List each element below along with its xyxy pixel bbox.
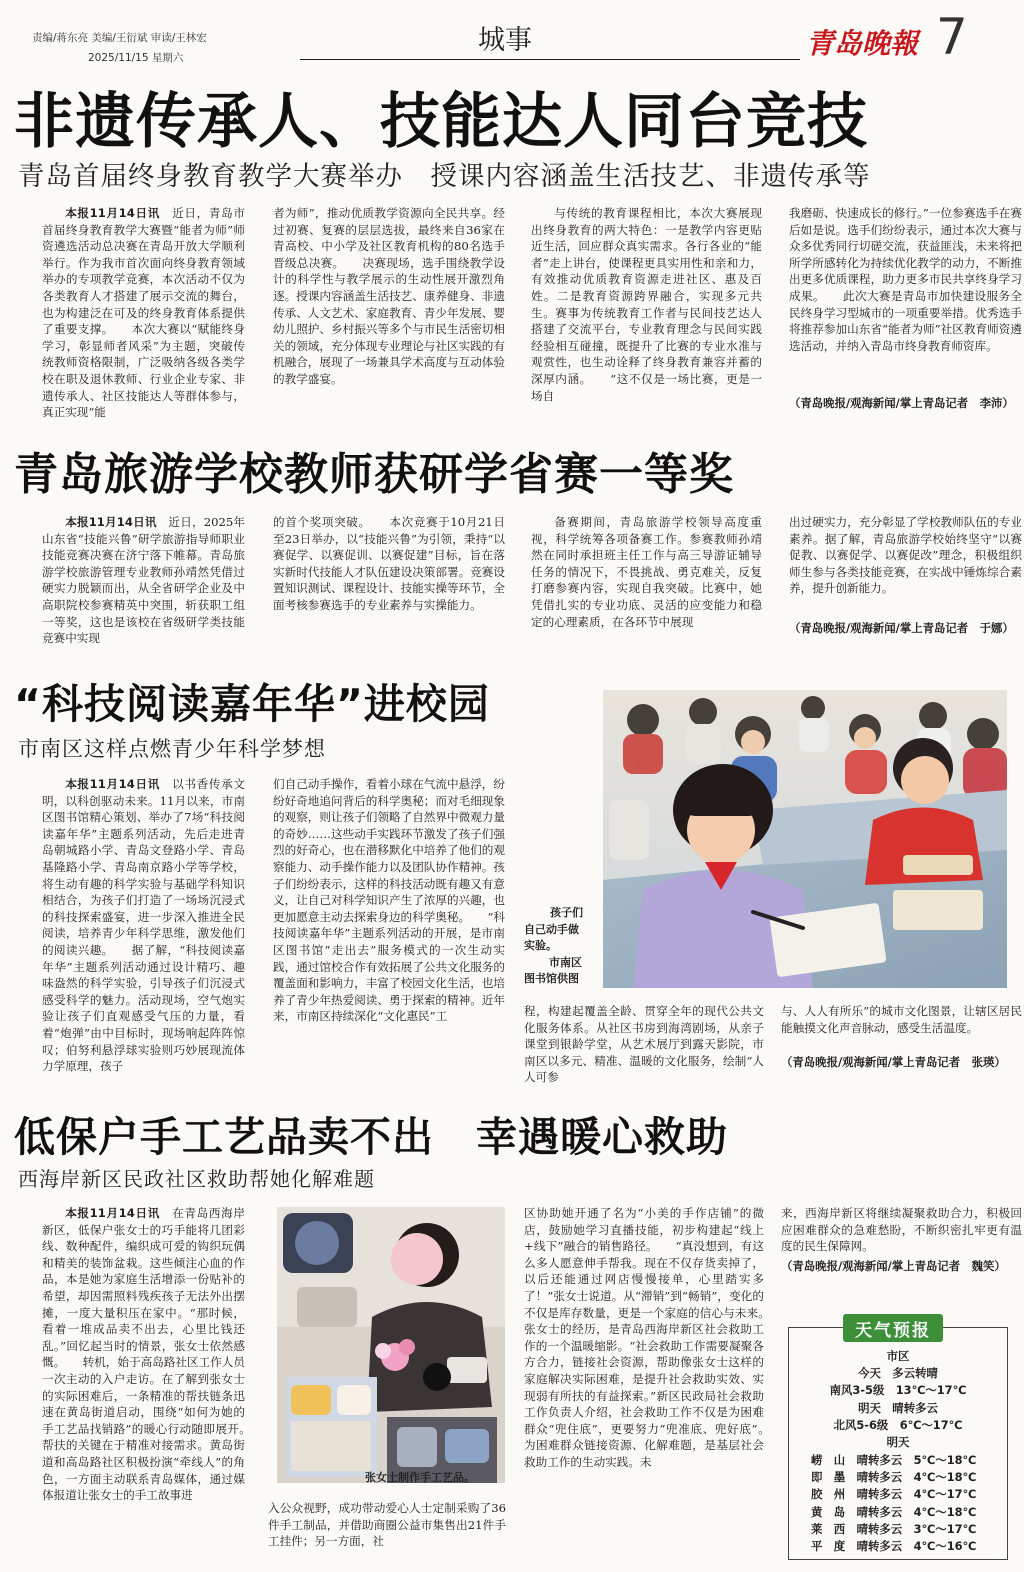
weather-row: 平 度 晴转多云 4℃～16℃ <box>811 1539 977 1554</box>
article3-headline: “科技阅读嘉年华”进校园 <box>14 680 490 728</box>
article3-subheadline: 市南区这样点燃青少年科学梦想 <box>18 737 326 761</box>
weather-row: 黄 岛 晴转多云 4℃～18℃ <box>811 1504 977 1519</box>
article3-column-3: 程，构建起覆盖全龄、贯穿全年的现代公共文化服务体系。从社区书房到海湾剧场，从亲子课堂到银龄学堂，从艺术展厅到露天影院，市南区以多元、精准、温暖的文化服务，绘制“人人可参 <box>524 1004 764 1085</box>
weather-forecast-box <box>788 1321 1008 1560</box>
weather-title: 天气预报 <box>855 1321 931 1341</box>
weather-tomorrow-wind: 北风5-6级 6℃～17℃ <box>833 1417 963 1432</box>
weather-row: 莱 西 晴转多云 3℃～17℃ <box>811 1521 977 1536</box>
classroom-photo-image <box>603 690 1007 988</box>
paper-logo: 青岛晚報 <box>806 27 919 60</box>
weather-today: 今天 多云转晴 <box>858 1366 938 1381</box>
section-title: 城事 <box>478 25 532 56</box>
article3-byline: （青岛晚报/观海新闻/掌上青岛记者 张瑛） <box>781 1055 1006 1069</box>
article1-subheadline: 青岛首届终身教育教学大赛举办 授课内容涵盖生活技艺、非遗传承等 <box>18 161 871 192</box>
handicraft-photo-caption: 张女士制作手工艺品。 <box>365 1471 475 1484</box>
article4-headline: 低保户手工艺品卖不出 幸遇暖心救助 <box>14 1113 728 1161</box>
weather-row: 即 墨 晴转多云 4℃～18℃ <box>811 1470 977 1485</box>
weather-row: 胶 州 晴转多云 4℃～17℃ <box>811 1487 977 1502</box>
article4-column-1: 本报11月14日讯 在青岛西海岸新区，低保户张女士的巧手能将几团彩线、数种配件，编织成可爱的钩织玩偶和精美的装饰盆栽。这些倾注心血的作品，本是她为家庭生活增添一份贴补的希望，却因需照料残疾孩子无法外出摆摊，一度大量积压在家中。“那时候，看着一堆成品卖不出去，心里比钱还乱。”回忆起当时的情景，张女士依然感慨。 转机，始于高岛路社区工作人员一次主动的入户走访。在了解到张女士的实际困难后，一条精准的帮扶链条迅速在黄岛街道启动，围绕“如何为她的手工艺品找销路”的暖心行动随即展开。 帮扶的关键在于精准对接需求。黄岛街道和高岛路社区积极扮演“牵线人”的角色，一方面主动联系青岛媒体，通过媒体报道让张女士的手工故事进 <box>42 1206 269 1503</box>
handicraft-photo-image <box>277 1207 505 1483</box>
issue-date: 2025/11/15 星期六 <box>88 52 184 64</box>
weather-tomorrow-label: 明天 <box>886 1435 910 1450</box>
article1-column-1: 本报11月14日讯 近日，青岛市首届终身教育教学大赛暨“能者为师”师资遴选活动总决赛在青岛开放大学顺利举行。作为我市首次面向终身教育领域举办的专项教学竞赛，本次活动不仅为各类教育人才搭建了展示交流的舞台，也为构建泛在可及的终身教育体系提供了重要支撑。 本次大赛以“赋能终身学习，彰显师者风采”为主题，突破传统教师资格限制，广泛吸纳各级各类学校在职及退休教师、行业企业专家、非遗传承人、社区技能达人等群体参与，真正实现“能 <box>42 206 245 420</box>
article1-headline: 非遗传承人、技能达人同台竞技 <box>14 87 868 157</box>
article4-column-3: 区协助她开通了名为“小美的手作店铺”的微店，鼓励她学习直播技能，初步构建起“线上+线下”融合的销售路径。 “真没想到，有这么多人愿意伸手帮我。现在不仅存货卖掉了，以后还能通过网店慢慢接单，心里踏实多了！”张女士说道。从“滞销”到“畅销”，变化的不仅是库存数量，更是一个家庭的信心与未来。 张女士的经历，是青岛西海岸新区社会救助工作的一个温暖缩影。“社会救助工作需要凝聚各方合力，链接社会资源，帮助像张女士这样的家庭解决实际困难，是提升社会救助实效、实现弱有所扶的有益探索。”新区民政局社会救助工作负责人介绍，社会救助工作不仅是为困难群众“兜住底”，更要努力“兜准底、兜好底”。 为困难群众链接资源、化解难题，是基层社会救助工作的生动实践。未 <box>524 1206 788 1469</box>
article1-byline: （青岛晚报/观海新闻/掌上青岛记者 李沛） <box>789 396 1014 410</box>
classroom-photo-caption: 孩子们 自己动手做 实验。 市南区 图书馆供图 <box>524 906 583 985</box>
article2-column-1: 本报11月14日讯 近日，2025年山东省“技能兴鲁”研学旅游指导师职业技能竞赛决赛在济宁落下帷幕。青岛旅游学校旅游管理专业教师孙靖然凭借过硬实力脱颖而出，从全省研学企业及中高职院校参赛精英中突围，斩获职工组一等奖，这也是该校在省级研学类技能竞赛中实现 <box>42 515 245 646</box>
article2-headline: 青岛旅游学校教师获研学省赛一等奖 <box>14 449 734 500</box>
article4-subheadline: 西海岸新区民政社区救助帮她化解难题 <box>18 1167 375 1191</box>
weather-city <box>789 1348 1007 1451</box>
article2-column-2: 的首个奖项突破。 本次竞赛于10月21日至23日举办，以“技能兴鲁”为引领，秉持“以赛促学、以赛促训、以赛促建”目标，旨在落实新时代技能人才队伍建设决策部署。竞赛设置知识测试、课程设计、技能实操等环节，全面考核参赛选手的专业素养与实操能力。 <box>273 515 505 612</box>
masthead-rule <box>300 59 800 60</box>
weather-tomorrow: 明天 晴转多云 <box>858 1400 938 1415</box>
article1-column-2: 者为师”，推动优质教学资源向全民共享。经过初赛、复赛的层层选拔，最终来自36家在青高校、中小学及社区教育机构的80名选手晋级总决赛。 决赛现场，选手围绕教学设计的科学性与教学展示的生动性展开激烈角逐。授课内容涵盖生活技艺、康养健身、非遗传承、人文艺术、家庭教育、青少年发展、婴幼儿照护、乡村振兴等多个与市民生活密切相关的领域，充分体现专业理论与社区实践的有机融合，展现了一场兼具学术高度与互动体验的教学盛宴。 <box>273 206 505 386</box>
article3-column-1: 本报11月14日讯 以书香传承文明，以科创驱动未来。11月以来，市南区图书馆精心策划、举办了7场“科技阅读嘉年华”主题系列活动，先后走进青岛朝城路小学、青岛文登路小学、青岛基隆路小学、青岛南京路小学等学校，将生动有趣的科学实验与基础学科知识相结合，为孩子们打造了一场场沉浸式的科技探索盛宴，进一步深入推进全民阅读，培养青少年科学思维，激发他们的阅读兴趣。 据了解，“科技阅读嘉年华”主题系列活动通过设计精巧、趣味盎然的科学实验，引导孩子们沉浸式感受科学的魅力。活动现场，空气炮实验让孩子们直观感受气压的力量，看着“炮弹”由中目标时，现场响起阵阵惊叹；伯努利悬浮球实验则巧妙展现流体力学原理，孩子 <box>42 777 245 1074</box>
article3-column-2: 们自己动手操作，看着小球在气流中悬浮，纷纷好奇地追问背后的科学奥秘；而对毛细现象的观察，则让孩子们领略了自然界中微观力量的奇妙……这些动手实践环节激发了孩子们强烈的好奇心，也在潜移默化中培养了他们的观察能力、动手操作能力以及团队协作精神。孩子们纷纷表示，这样的科技活动既有趣又有意义，让自己对科学知识产生了浓厚的兴趣，也更加愿意主动去探索身边的科学奥秘。 “科技阅读嘉年华”主题系列活动的开展，是市南区图书馆“走出去”服务模式的一次生动实践，通过馆校合作有效拓展了公共文化服务的覆盖面和影响力，丰富了校园文化生活，也培养了青少年热爱阅读、勇于探索的精神。近年来，市南区持续深化“文化惠民”工 <box>273 777 506 1024</box>
weather-district-list <box>811 1452 991 1555</box>
editors-credit: 责编/蒋东亮 美编/王衍斌 审读/王林宏 <box>32 32 207 44</box>
article2-column-4: 出过硬实力，充分彰显了学校教师队伍的专业素养。据了解，青岛旅游学校始终坚守“以赛促教、以赛促学、以赛促改”理念，积极组织师生参与各类技能竞赛，在实战中锤炼综合素养，提升创新能力。 <box>789 515 1022 596</box>
weather-region: 市区 <box>886 1349 910 1363</box>
article4-column-2: 入公众视野，成功带动爱心人士定制采购了36件手工制品，并借助商圈公益市集售出21件手工挂件；另一方面，社 <box>268 1501 506 1549</box>
article2-column-3: 备赛期间，青岛旅游学校领导高度重视，科学统筹各项备赛工作。参赛教师孙靖然在同时承担班主任工作与高三导游证辅导任务的情况下，不畏挑战、勇克难关，反复打磨参赛内容，实现自我突破。比赛中，她凭借扎实的专业功底、灵活的应变能力和稳定的心理素质，在各环节中展现 <box>531 515 762 629</box>
weather-today-wind: 南风3-5级 13℃～17℃ <box>829 1383 967 1398</box>
article1-column-4: 我磨砺、快速成长的修行。”一位参赛选手在赛后如是说。选手们纷纷表示，通过本次大赛与众多优秀同行切磋交流，获益匪浅，未来将把所学所感转化为持续优化教学的动力，不断推出更多优质课程，助力更多市民共享终身学习成果。 此次大赛是青岛市加快建设服务全民终身学习型城市的一项重要举措。优秀选手将推荐参加山东省“能者为师”社区教育师资遴选活动，并纳入青岛市终身教育师资库。 <box>789 206 1022 353</box>
classroom-photo <box>603 690 1007 988</box>
article3-column-4: 与、人人有所乐”的城市文化图景，让辖区居民能触摸文化声音脉动，感受生活温度。 <box>781 1004 1022 1035</box>
article4-column-4: 来，西海岸新区将继续凝聚救助合力，积极回应困难群众的急难愁盼，不断织密扎牢更有温度的民生保障网。 <box>781 1206 1022 1254</box>
article1-lead: 本报11月14日讯 <box>65 206 160 220</box>
article1-column-3: 与传统的教育课程相比，本次大赛展现出终身教育的两大特色：一是教学内容更贴近生活，回应群众真实需求。各行各业的“能者”走上讲台，使课程更具实用性和亲和力，有效推动优质教育资源走进社区、惠及百姓。二是教育资源跨界融合，实现多元共生。赛事为传统教育工作者与民间技艺达人搭建了交流平台，专业教育理念与民间实践经验相互碰撞，既提升了比赛的专业水准与观赏性，也生动诠释了终身教育兼容并蓄的深厚内涵。 “这不仅是一场比赛，更是一场自 <box>531 206 762 403</box>
handicraft-photo <box>277 1207 505 1483</box>
article4-byline: （青岛晚报/观海新闻/掌上青岛记者 魏笑） <box>781 1259 1006 1273</box>
page-number: 7 <box>936 8 968 66</box>
article2-byline: （青岛晚报/观海新闻/掌上青岛记者 于娜） <box>789 621 1014 635</box>
weather-row: 崂 山 晴转多云 5℃～18℃ <box>811 1453 977 1467</box>
